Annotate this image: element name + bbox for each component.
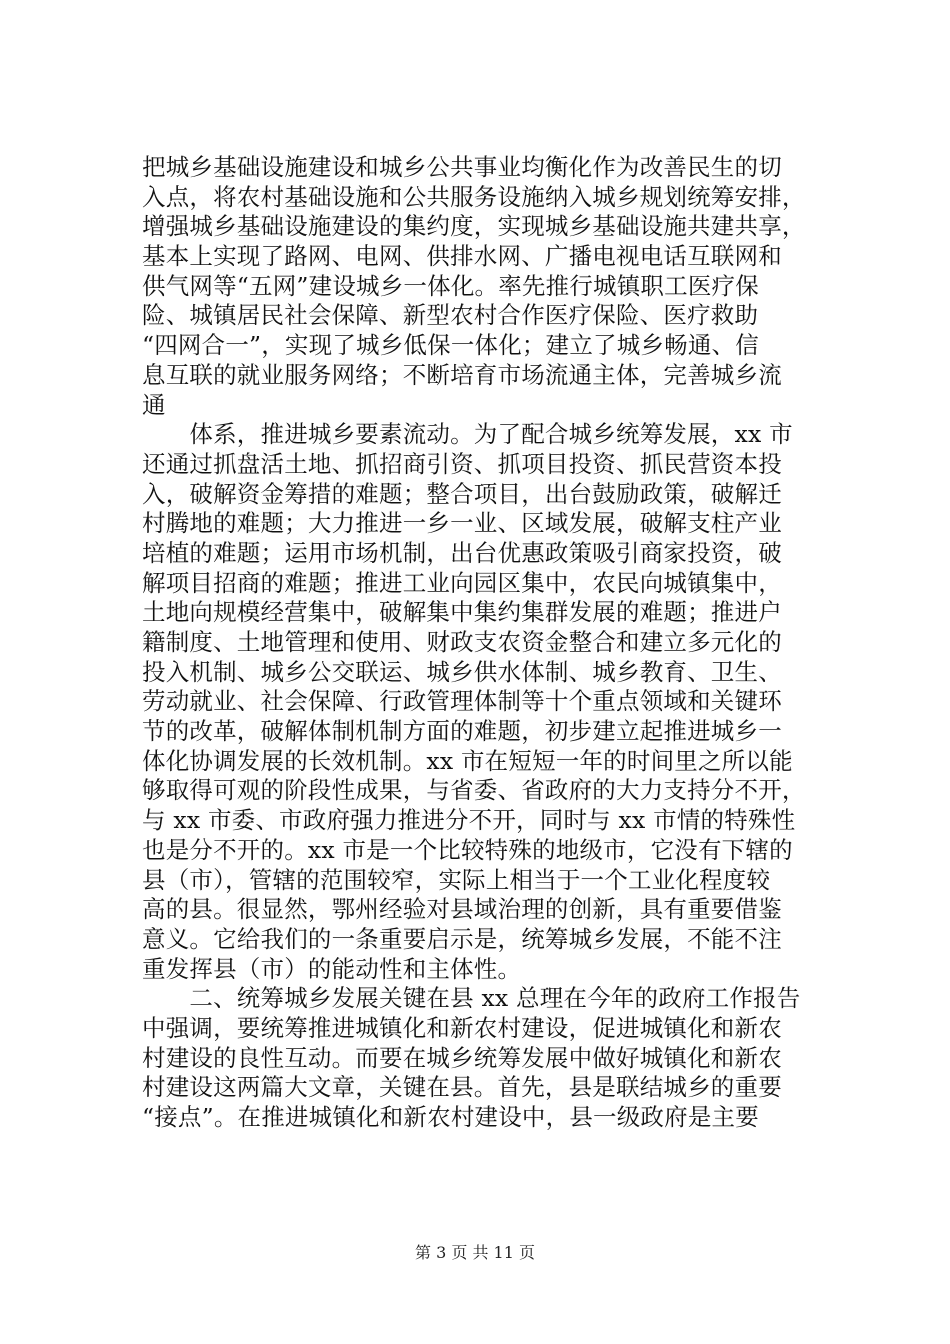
page-footer: 第 3 页 共 11 页 xyxy=(415,1243,535,1262)
text-line: 村腾地的难题；大力推进一乡一业、区域发展，破解支柱产业 xyxy=(142,509,782,538)
text-line: 投入机制、城乡公交联运、城乡供水体制、城乡教育、卫生、 xyxy=(142,657,782,686)
text-line: 解项目招商的难题；推进工业向园区集中，农民向城镇集中， xyxy=(142,568,782,597)
text-line: 通 xyxy=(142,390,166,419)
text-line: 入点，将农村基础设施和公共服务设施纳入城乡规划统筹安排， xyxy=(142,182,806,211)
text-line: “接点”。在推进城镇化和新农村建设中，县一级政府是主要 xyxy=(142,1103,759,1131)
text-line: 把城乡基础设施建设和城乡公共事业均衡化作为改善民生的切 xyxy=(142,153,782,181)
text-line: 劳动就业、社会保障、行政管理体制等十个重点领域和关键环 xyxy=(142,687,782,716)
text-line: 中强调，要统筹推进城镇化和新农村建设，促进城镇化和新农 xyxy=(142,1013,782,1042)
text-line: 息互联的就业服务网络；不断培育市场流通主体，完善城乡流 xyxy=(142,360,782,389)
text-line: 意义。它给我们的一条重要启示是，统筹城乡发展，不能不注 xyxy=(142,924,782,953)
text-line: 够取得可观的阶段性成果，与省委、省政府的大力支持分不开， xyxy=(142,776,806,805)
text-line: 体化协调发展的长效机制。xx 市在短短一年的时间里之所以能 xyxy=(142,746,793,775)
text-line: 土地向规模经营集中，破解集中集约集群发展的难题；推进户 xyxy=(142,598,782,627)
text-line: 增强城乡基础设施建设的集约度，实现城乡基础设施共建共享， xyxy=(142,212,806,241)
text-line: 入，破解资金筹措的难题；整合项目，出台鼓励政策，破解迁 xyxy=(142,479,782,508)
text-line: 重发挥县（市）的能动性和主体性。 xyxy=(142,954,522,983)
text-line: 节的改革，破解体制机制方面的难题，初步建立起推进城乡一 xyxy=(142,717,782,746)
text-line: 供气网等“五网”建设城乡一体化。率先推行城镇职工医疗保 xyxy=(142,271,759,300)
text-line: 二、统筹城乡发展关键在县 xx 总理在今年的政府工作报告 xyxy=(142,984,801,1013)
text-line: 村建设这两篇大文章，关键在县。首先，县是联结城乡的重要 xyxy=(142,1073,782,1102)
text-line: 还通过抓盘活土地、抓招商引资、抓项目投资、抓民营资本投 xyxy=(142,449,782,478)
text-line: 培植的难题；运用市场机制，出台优惠政策吸引商家投资，破 xyxy=(142,538,782,567)
text-line: 高的县。很显然，鄂州经验对县域治理的创新，具有重要借鉴 xyxy=(142,895,782,924)
text-line: 基本上实现了路网、电网、供排水网、广播电视电话互联网和 xyxy=(142,242,782,271)
text-line: 险、城镇居民社会保障、新型农村合作医疗保险、医疗救助 xyxy=(142,301,759,330)
text-line: 村建设的良性互动。而要在城乡统筹发展中做好城镇化和新农 xyxy=(142,1043,782,1072)
text-line: “四网合一”，实现了城乡低保一体化；建立了城乡畅通、信 xyxy=(142,331,759,360)
text-line: 籍制度、土地管理和使用、财政支农资金整合和建立多元化的 xyxy=(142,628,782,656)
body-text xyxy=(142,153,842,1133)
text-line: 县（市），管辖的范围较窄，实际上相当于一个工业化程度较 xyxy=(142,865,771,894)
text-line: 与 xx 市委、市政府强力推进分不开，同时与 xx 市情的特殊性 xyxy=(142,806,796,835)
text-line: 体系，推进城乡要素流动。为了配合城乡统筹发展，xx 市 xyxy=(142,420,793,449)
text-line: 也是分不开的。xx 市是一个比较特殊的地级市，它没有下辖的 xyxy=(142,835,793,864)
